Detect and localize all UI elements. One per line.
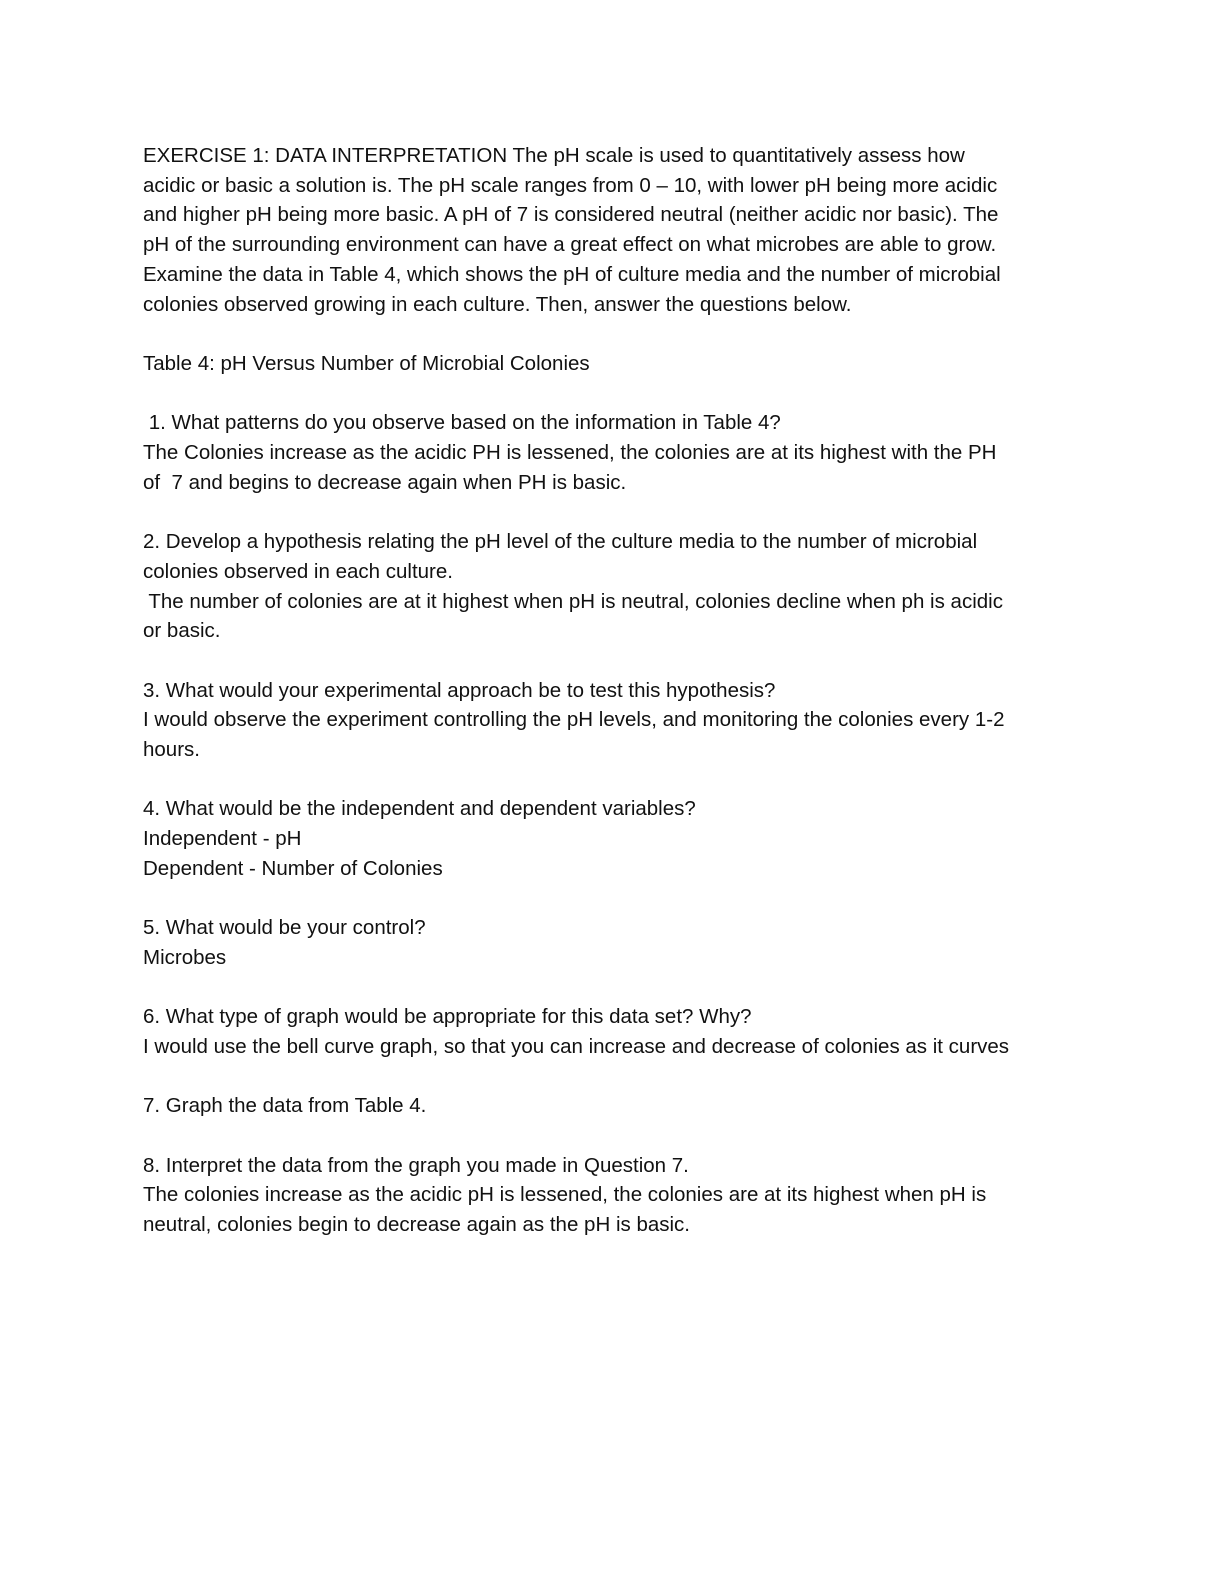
table-caption-text: Table 4: pH Versus Number of Microbial Colonies [143, 351, 590, 375]
answer-text: Independent - pH [143, 827, 302, 851]
answer-text: The colonies increase as the acidic pH is lessened, the colonies are at its highest when pH is [143, 1183, 987, 1207]
intro-line: Examine the data in Table 4, which shows the pH of culture media and the number of microbial [143, 262, 1001, 286]
question-1 [143, 408, 1083, 497]
intro-line: acidic or basic a solution is. The pH scale ranges from 0 – 10, with lower pH being more acidic [143, 173, 998, 197]
question-6 [143, 1002, 1083, 1061]
question-text: 7. Graph the data from Table 4. [143, 1094, 427, 1118]
question-8 [143, 1151, 1083, 1240]
answer-text: I would observe the experiment controlling the pH levels, and monitoring the colonies every 1-2 [143, 708, 1005, 732]
answer-text: or basic. [143, 619, 221, 643]
question-text: 4. What would be the independent and dependent variables? [143, 797, 696, 821]
intro-line: and higher pH being more basic. A pH of 7 is considered neutral (neither acidic nor basic). The [143, 203, 999, 227]
answer-text: hours. [143, 738, 200, 761]
question-text: colonies observed in each culture. [143, 559, 453, 583]
answer-text: Microbes [143, 945, 227, 969]
table-caption [143, 349, 1083, 379]
answer-text: The number of colonies are at it highest when pH is neutral, colonies decline when ph is acidic [143, 589, 1003, 613]
answer-text: neutral, colonies begin to decrease again as the pH is basic. [143, 1213, 691, 1237]
question-text: 3. What would your experimental approach be to test this hypothesis? [143, 678, 776, 702]
question-text: 2. Develop a hypothesis relating the pH level of the culture media to the number of microbial [143, 530, 978, 554]
question-text: 1. What patterns do you observe based on the information in Table 4? [143, 411, 781, 435]
question-text: 5. What would be your control? [143, 916, 426, 940]
document-body [143, 141, 1083, 1240]
question-text: 8. Interpret the data from the graph you made in Question 7. [143, 1153, 689, 1177]
question-text: 6. What type of graph would be appropriate for this data set? Why? [143, 1005, 752, 1029]
answer-text: I would use the bell curve graph, so that you can increase and decrease of colonies as it curves [143, 1034, 1010, 1058]
question-5 [143, 913, 1083, 972]
answer-text: Dependent - Number of Colonies [143, 856, 443, 880]
intro-line: pH of the surrounding environment can have a great effect on what microbes are able to grow. [143, 233, 997, 257]
question-4 [143, 794, 1083, 883]
question-7 [143, 1091, 1083, 1121]
answer-text: of 7 and begins to decrease again when PH is basic. [143, 470, 627, 494]
intro-line: colonies observed growing in each culture. Then, answer the questions below. [143, 292, 852, 316]
question-2 [143, 527, 1083, 646]
intro-paragraph [143, 141, 1083, 319]
question-3 [143, 676, 1083, 765]
answer-text: The Colonies increase as the acidic PH is lessened, the colonies are at its highest with the PH [143, 441, 997, 464]
intro-line: EXERCISE 1: DATA INTERPRETATION The pH scale is used to quantitatively assess how [143, 144, 965, 167]
